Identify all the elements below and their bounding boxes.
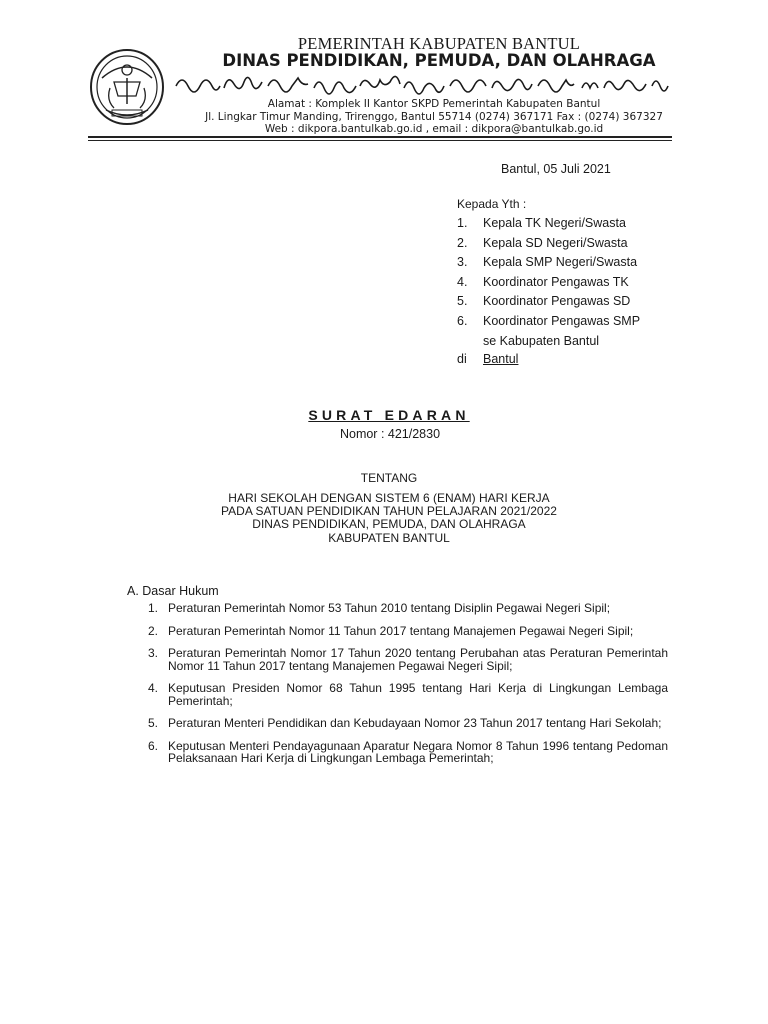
- list-item: 4. Koordinator Pengawas TK: [457, 274, 629, 289]
- javanese-script-icon: [172, 70, 672, 96]
- list-item: 2. Peraturan Pemerintah Nomor 11 Tahun 2017 tentang Manajemen Pegawai Negeri Sipil;: [148, 623, 634, 638]
- legal-basis-list: [148, 602, 668, 775]
- address-line-3: Web : dikpora.bantulkab.go.id , email : dikpora@bantulkab.go.id: [264, 123, 604, 135]
- subject-line: PADA SATUAN PENDIDIKAN TAHUN PELAJARAN 2021/2022: [221, 504, 557, 519]
- document-subject: [0, 492, 768, 545]
- section-heading: A. Dasar Hukum: [127, 584, 219, 598]
- header-rule-thin: [88, 140, 672, 141]
- subject-line: HARI SEKOLAH DENGAN SISTEM 6 (ENAM) HARI KERJA: [228, 491, 550, 505]
- document-number: Nomor : 421/2830: [339, 427, 441, 441]
- recipient-heading: Kepada Yth :: [457, 197, 527, 211]
- subject-line: DINAS PENDIDIKAN, PEMUDA, DAN OLAHRAGA: [252, 517, 526, 532]
- address-line-2: Jl. Lingkar Timur Manding, Trirenggo, Bantul 55714 (0274) 367171 Fax : (0274) 367327: [205, 111, 663, 123]
- list-item: se Kabupaten Bantul: [483, 333, 600, 348]
- letter-date: Bantul, 05 Juli 2021: [501, 162, 611, 176]
- government-name: PEMERINTAH KABUPATEN BANTUL: [297, 34, 581, 53]
- document-title: SURAT EDARAN: [308, 407, 470, 423]
- list-item: 1. Peraturan Pemerintah Nomor 53 Tahun 2010 tentang Disiplin Pegawai Negeri Sipil;: [148, 601, 611, 615]
- address-line-1: Alamat : Komplek II Kantor SKPD Pemerintah Kabupaten Bantul: [267, 98, 601, 110]
- list-item: 6. Keputusan Menteri Pendayagunaan Aparatur Negara Nomor 8 Tahun 1996 tentang Pedoman Pelaksanaan Hari Kerja di Lingkungan Lembaga Pemerintah;: [148, 738, 668, 766]
- destination-label: di: [457, 352, 467, 366]
- list-item: 1. Kepala TK Negeri/Swasta: [457, 216, 626, 230]
- list-item: 5. Koordinator Pengawas SD: [457, 294, 631, 309]
- list-item: 3. Kepala SMP Negeri/Swasta: [457, 255, 638, 270]
- subject-line: KABUPATEN BANTUL: [328, 530, 450, 545]
- list-item: 2. Kepala SD Negeri/Swasta: [457, 235, 628, 250]
- agency-name: DINAS PENDIDIKAN, PEMUDA, DAN OLAHRAGA: [222, 51, 656, 70]
- list-item: 5. Peraturan Menteri Pendidikan dan Kebudayaan Nomor 23 Tahun 2017 tentang Hari Sekolah;: [148, 716, 662, 731]
- list-item: 3. Peraturan Pemerintah Nomor 17 Tahun 2020 tentang Perubahan atas Peraturan Pemerintah Nomor 11 Tahun 2017 tentang Manajemen Pegawai Negeri Sipil;: [148, 646, 668, 673]
- header-rule-thick: [88, 136, 672, 138]
- destination: [457, 352, 519, 366]
- recipient-list: [457, 214, 640, 351]
- list-item: 6. Koordinator Pengawas SMP: [457, 313, 641, 328]
- destination-place: Bantul: [483, 352, 519, 366]
- list-item: 4. Keputusan Presiden Nomor 68 Tahun 1995 tentang Hari Kerja di Lingkungan Lembaga Pemerintah;: [148, 681, 668, 708]
- tentang-label: TENTANG: [360, 471, 418, 485]
